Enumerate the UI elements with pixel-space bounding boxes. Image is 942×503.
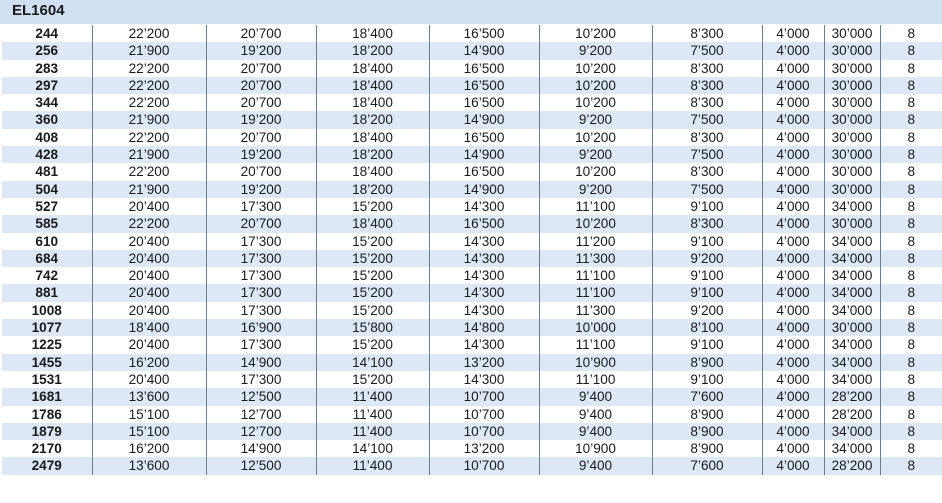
value-cell: 20’400	[92, 198, 206, 215]
value-cell: 30’000	[824, 94, 880, 111]
value-cell: 4’000	[762, 388, 824, 405]
table-row	[2, 233, 942, 250]
table-row	[2, 336, 942, 353]
value-cell: 30’000	[824, 42, 880, 59]
value-cell: 15’100	[92, 406, 206, 423]
table-row	[2, 406, 942, 423]
table-row	[2, 111, 942, 128]
value-cell: 4’000	[762, 129, 824, 146]
value-cell: 8’300	[652, 25, 762, 42]
value-cell: 8	[880, 354, 942, 371]
value-cell: 14’900	[429, 111, 539, 128]
value-cell: 30’000	[824, 163, 880, 180]
table-row	[2, 60, 942, 77]
value-cell: 14’300	[429, 198, 539, 215]
row-id-cell: 1008	[2, 302, 92, 319]
value-cell: 8	[880, 423, 942, 440]
value-cell: 8	[880, 25, 942, 42]
value-cell: 28’200	[824, 457, 880, 474]
table-row	[2, 457, 942, 474]
value-cell: 18’400	[316, 77, 429, 94]
table-row	[2, 129, 942, 146]
table-title-bar	[0, 0, 942, 24]
value-cell: 12’700	[206, 406, 316, 423]
value-cell: 7’500	[652, 42, 762, 59]
value-cell: 9’100	[652, 267, 762, 284]
value-cell: 8	[880, 111, 942, 128]
row-id-cell: 610	[2, 233, 92, 250]
value-cell: 34’000	[824, 302, 880, 319]
value-cell: 4’000	[762, 163, 824, 180]
row-id-cell: 428	[2, 146, 92, 163]
value-cell: 7’500	[652, 181, 762, 198]
value-cell: 9’100	[652, 336, 762, 353]
value-cell: 4’000	[762, 457, 824, 474]
value-cell: 18’200	[316, 146, 429, 163]
table-row	[2, 42, 942, 59]
value-cell: 11’100	[539, 284, 652, 301]
value-cell: 9’400	[539, 457, 652, 474]
value-cell: 34’000	[824, 233, 880, 250]
row-id-cell: 504	[2, 181, 92, 198]
value-cell: 4’000	[762, 423, 824, 440]
value-cell: 8	[880, 94, 942, 111]
value-cell: 8’100	[652, 319, 762, 336]
value-cell: 8’300	[652, 77, 762, 94]
value-cell: 7’500	[652, 146, 762, 163]
value-cell: 9’400	[539, 406, 652, 423]
value-cell: 9’100	[652, 371, 762, 388]
row-id-cell: 1455	[2, 354, 92, 371]
value-cell: 17’300	[206, 233, 316, 250]
value-cell: 20’700	[206, 94, 316, 111]
value-cell: 8	[880, 129, 942, 146]
value-cell: 8	[880, 198, 942, 215]
value-cell: 10’200	[539, 25, 652, 42]
value-cell: 20’400	[92, 371, 206, 388]
value-cell: 18’400	[316, 60, 429, 77]
value-cell: 7’600	[652, 457, 762, 474]
value-cell: 34’000	[824, 440, 880, 457]
value-cell: 11’400	[316, 388, 429, 405]
value-cell: 10’700	[429, 406, 539, 423]
value-cell: 20’700	[206, 60, 316, 77]
value-cell: 16’500	[429, 25, 539, 42]
value-cell: 28’200	[824, 406, 880, 423]
value-cell: 15’200	[316, 233, 429, 250]
value-cell: 16’900	[206, 319, 316, 336]
value-cell: 7’600	[652, 388, 762, 405]
value-cell: 22’200	[92, 94, 206, 111]
value-cell: 11’100	[539, 336, 652, 353]
value-cell: 30’000	[824, 215, 880, 232]
value-cell: 21’900	[92, 111, 206, 128]
value-cell: 4’000	[762, 319, 824, 336]
value-cell: 20’700	[206, 129, 316, 146]
value-cell: 22’200	[92, 215, 206, 232]
value-cell: 20’400	[92, 284, 206, 301]
table-row	[2, 146, 942, 163]
value-cell: 10’200	[539, 60, 652, 77]
value-cell: 12’500	[206, 457, 316, 474]
value-cell: 13’600	[92, 388, 206, 405]
value-cell: 20’400	[92, 336, 206, 353]
value-cell: 15’200	[316, 267, 429, 284]
value-cell: 8’900	[652, 406, 762, 423]
value-cell: 7’500	[652, 111, 762, 128]
table-row	[2, 250, 942, 267]
value-cell: 17’300	[206, 267, 316, 284]
value-cell: 10’200	[539, 129, 652, 146]
value-cell: 10’200	[539, 163, 652, 180]
row-id-cell: 1879	[2, 423, 92, 440]
value-cell: 8	[880, 250, 942, 267]
value-cell: 9’200	[539, 111, 652, 128]
row-id-cell: 881	[2, 284, 92, 301]
value-cell: 18’400	[316, 94, 429, 111]
value-cell: 34’000	[824, 267, 880, 284]
value-cell: 19’200	[206, 146, 316, 163]
value-cell: 4’000	[762, 111, 824, 128]
value-cell: 8	[880, 371, 942, 388]
value-cell: 10’200	[539, 215, 652, 232]
value-cell: 18’400	[316, 215, 429, 232]
value-cell: 8	[880, 440, 942, 457]
value-cell: 11’300	[539, 250, 652, 267]
data-table	[2, 25, 942, 475]
value-cell: 18’400	[316, 163, 429, 180]
value-cell: 9’100	[652, 284, 762, 301]
row-id-cell: 742	[2, 267, 92, 284]
value-cell: 8	[880, 60, 942, 77]
value-cell: 11’100	[539, 267, 652, 284]
value-cell: 8	[880, 284, 942, 301]
value-cell: 34’000	[824, 284, 880, 301]
value-cell: 8’300	[652, 60, 762, 77]
value-cell: 30’000	[824, 77, 880, 94]
value-cell: 10’700	[429, 388, 539, 405]
value-cell: 9’200	[539, 181, 652, 198]
value-cell: 34’000	[824, 336, 880, 353]
value-cell: 18’200	[316, 181, 429, 198]
value-cell: 4’000	[762, 146, 824, 163]
value-cell: 8	[880, 146, 942, 163]
row-id-cell: 344	[2, 94, 92, 111]
value-cell: 22’200	[92, 25, 206, 42]
value-cell: 15’200	[316, 336, 429, 353]
value-cell: 11’400	[316, 406, 429, 423]
value-cell: 16’200	[92, 440, 206, 457]
value-cell: 34’000	[824, 423, 880, 440]
value-cell: 34’000	[824, 250, 880, 267]
value-cell: 10’700	[429, 423, 539, 440]
value-cell: 21’900	[92, 146, 206, 163]
value-cell: 34’000	[824, 354, 880, 371]
value-cell: 9’400	[539, 388, 652, 405]
row-id-cell: 527	[2, 198, 92, 215]
value-cell: 8	[880, 163, 942, 180]
value-cell: 14’900	[206, 354, 316, 371]
row-id-cell: 283	[2, 60, 92, 77]
value-cell: 11’300	[539, 302, 652, 319]
value-cell: 21’900	[92, 181, 206, 198]
value-cell: 9’100	[652, 233, 762, 250]
value-cell: 8	[880, 406, 942, 423]
value-cell: 8	[880, 181, 942, 198]
value-cell: 18’400	[316, 25, 429, 42]
value-cell: 8’300	[652, 215, 762, 232]
value-cell: 4’000	[762, 42, 824, 59]
table-title: EL1604	[12, 2, 65, 19]
value-cell: 4’000	[762, 284, 824, 301]
value-cell: 15’200	[316, 250, 429, 267]
value-cell: 30’000	[824, 181, 880, 198]
value-cell: 20’400	[92, 250, 206, 267]
value-cell: 17’300	[206, 250, 316, 267]
value-cell: 11’100	[539, 371, 652, 388]
value-cell: 4’000	[762, 440, 824, 457]
value-cell: 14’100	[316, 440, 429, 457]
value-cell: 11’400	[316, 423, 429, 440]
value-cell: 19’200	[206, 181, 316, 198]
value-cell: 4’000	[762, 406, 824, 423]
value-cell: 15’800	[316, 319, 429, 336]
value-cell: 14’900	[429, 146, 539, 163]
value-cell: 14’300	[429, 284, 539, 301]
value-cell: 16’500	[429, 60, 539, 77]
value-cell: 21’900	[92, 42, 206, 59]
value-cell: 34’000	[824, 371, 880, 388]
row-id-cell: 1077	[2, 319, 92, 336]
value-cell: 11’100	[539, 198, 652, 215]
value-cell: 18’200	[316, 42, 429, 59]
value-cell: 8	[880, 336, 942, 353]
value-cell: 8’300	[652, 94, 762, 111]
table-row	[2, 77, 942, 94]
row-id-cell: 297	[2, 77, 92, 94]
value-cell: 14’900	[429, 181, 539, 198]
table-row	[2, 215, 942, 232]
value-cell: 14’800	[429, 319, 539, 336]
value-cell: 4’000	[762, 354, 824, 371]
table-row	[2, 163, 942, 180]
value-cell: 28’200	[824, 388, 880, 405]
table-row	[2, 181, 942, 198]
value-cell: 12’700	[206, 423, 316, 440]
value-cell: 4’000	[762, 198, 824, 215]
value-cell: 10’200	[539, 94, 652, 111]
value-cell: 22’200	[92, 163, 206, 180]
row-id-cell: 244	[2, 25, 92, 42]
value-cell: 20’400	[92, 233, 206, 250]
value-cell: 8	[880, 457, 942, 474]
row-id-cell: 1786	[2, 406, 92, 423]
row-id-cell: 481	[2, 163, 92, 180]
value-cell: 8	[880, 302, 942, 319]
value-cell: 11’200	[539, 233, 652, 250]
value-cell: 17’300	[206, 302, 316, 319]
value-cell: 4’000	[762, 181, 824, 198]
value-cell: 4’000	[762, 302, 824, 319]
value-cell: 14’300	[429, 267, 539, 284]
value-cell: 4’000	[762, 250, 824, 267]
row-id-cell: 256	[2, 42, 92, 59]
value-cell: 13’600	[92, 457, 206, 474]
value-cell: 20’700	[206, 25, 316, 42]
value-cell: 8’300	[652, 129, 762, 146]
row-id-cell: 684	[2, 250, 92, 267]
table-body	[2, 25, 942, 475]
value-cell: 10’900	[539, 354, 652, 371]
value-cell: 8’900	[652, 440, 762, 457]
value-cell: 30’000	[824, 60, 880, 77]
value-cell: 8	[880, 319, 942, 336]
value-cell: 14’300	[429, 371, 539, 388]
value-cell: 22’200	[92, 77, 206, 94]
value-cell: 14’300	[429, 302, 539, 319]
value-cell: 18’400	[316, 129, 429, 146]
value-cell: 14’100	[316, 354, 429, 371]
row-id-cell: 408	[2, 129, 92, 146]
value-cell: 4’000	[762, 60, 824, 77]
value-cell: 4’000	[762, 215, 824, 232]
value-cell: 30’000	[824, 25, 880, 42]
value-cell: 8	[880, 215, 942, 232]
value-cell: 16’500	[429, 129, 539, 146]
value-cell: 10’200	[539, 77, 652, 94]
row-id-cell: 360	[2, 111, 92, 128]
table-row	[2, 354, 942, 371]
value-cell: 8	[880, 388, 942, 405]
value-cell: 8	[880, 77, 942, 94]
row-id-cell: 1681	[2, 388, 92, 405]
value-cell: 4’000	[762, 77, 824, 94]
value-cell: 15’100	[92, 423, 206, 440]
value-cell: 20’700	[206, 77, 316, 94]
value-cell: 8	[880, 267, 942, 284]
value-cell: 17’300	[206, 198, 316, 215]
value-cell: 10’900	[539, 440, 652, 457]
value-cell: 16’500	[429, 215, 539, 232]
table-row	[2, 388, 942, 405]
value-cell: 34’000	[824, 198, 880, 215]
value-cell: 13’200	[429, 440, 539, 457]
value-cell: 15’200	[316, 198, 429, 215]
value-cell: 8	[880, 233, 942, 250]
value-cell: 14’300	[429, 336, 539, 353]
value-cell: 14’900	[206, 440, 316, 457]
value-cell: 10’000	[539, 319, 652, 336]
value-cell: 16’500	[429, 163, 539, 180]
value-cell: 15’200	[316, 302, 429, 319]
table-row	[2, 440, 942, 457]
table-row	[2, 25, 942, 42]
value-cell: 15’200	[316, 284, 429, 301]
value-cell: 9’200	[652, 302, 762, 319]
row-id-cell: 1531	[2, 371, 92, 388]
table-row	[2, 284, 942, 301]
value-cell: 9’100	[652, 198, 762, 215]
value-cell: 18’400	[92, 319, 206, 336]
value-cell: 8	[880, 42, 942, 59]
value-cell: 13’200	[429, 354, 539, 371]
value-cell: 18’200	[316, 111, 429, 128]
value-cell: 17’300	[206, 284, 316, 301]
value-cell: 15’200	[316, 371, 429, 388]
value-cell: 17’300	[206, 371, 316, 388]
value-cell: 4’000	[762, 336, 824, 353]
value-cell: 20’700	[206, 163, 316, 180]
value-cell: 4’000	[762, 371, 824, 388]
value-cell: 19’200	[206, 42, 316, 59]
table-row	[2, 319, 942, 336]
value-cell: 10’700	[429, 457, 539, 474]
table-row	[2, 94, 942, 111]
table-row	[2, 371, 942, 388]
value-cell: 8’300	[652, 163, 762, 180]
value-cell: 8’900	[652, 354, 762, 371]
value-cell: 8’900	[652, 423, 762, 440]
value-cell: 30’000	[824, 129, 880, 146]
value-cell: 4’000	[762, 94, 824, 111]
value-cell: 9’200	[539, 42, 652, 59]
table-row	[2, 267, 942, 284]
row-id-cell: 2170	[2, 440, 92, 457]
value-cell: 14’300	[429, 250, 539, 267]
value-cell: 14’300	[429, 233, 539, 250]
value-cell: 14’900	[429, 42, 539, 59]
value-cell: 17’300	[206, 336, 316, 353]
value-cell: 4’000	[762, 233, 824, 250]
row-id-cell: 1225	[2, 336, 92, 353]
row-id-cell: 585	[2, 215, 92, 232]
value-cell: 30’000	[824, 146, 880, 163]
table-row	[2, 198, 942, 215]
value-cell: 30’000	[824, 111, 880, 128]
value-cell: 20’400	[92, 267, 206, 284]
value-cell: 20’700	[206, 215, 316, 232]
value-cell: 16’500	[429, 94, 539, 111]
value-cell: 4’000	[762, 25, 824, 42]
value-cell: 16’500	[429, 77, 539, 94]
value-cell: 22’200	[92, 129, 206, 146]
value-cell: 12’500	[206, 388, 316, 405]
value-cell: 30’000	[824, 319, 880, 336]
value-cell: 16’200	[92, 354, 206, 371]
table-row	[2, 302, 942, 319]
row-id-cell: 2479	[2, 457, 92, 474]
table-row	[2, 423, 942, 440]
value-cell: 9’400	[539, 423, 652, 440]
value-cell: 22’200	[92, 60, 206, 77]
value-cell: 9’200	[539, 146, 652, 163]
value-cell: 20’400	[92, 302, 206, 319]
value-cell: 4’000	[762, 267, 824, 284]
value-cell: 19’200	[206, 111, 316, 128]
value-cell: 9’200	[652, 250, 762, 267]
value-cell: 11’400	[316, 457, 429, 474]
